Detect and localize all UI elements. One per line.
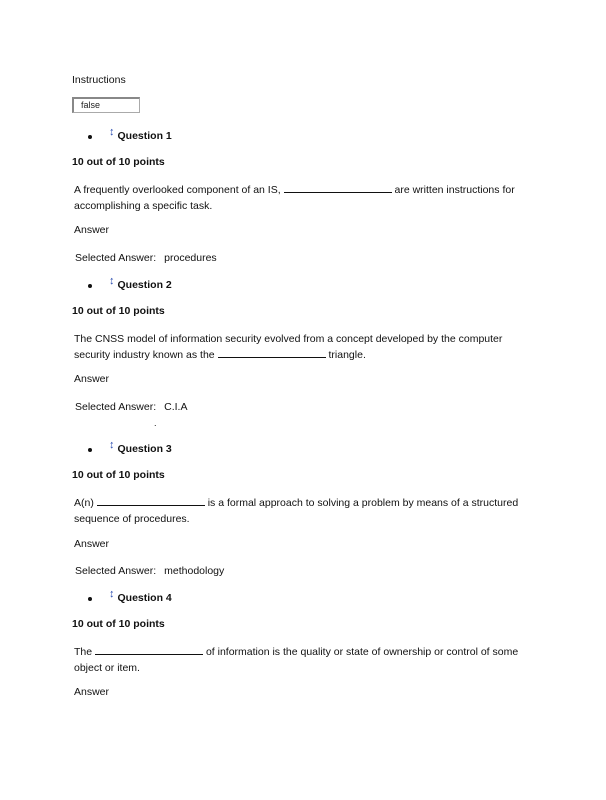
- question-text: [74, 331, 534, 363]
- bullet-icon: [88, 284, 92, 288]
- selected-answer-value: C.I.A: [164, 401, 188, 413]
- question-title: Question 3: [117, 443, 172, 455]
- up-down-arrow-icon[interactable]: ↕: [109, 275, 115, 287]
- selected-answer-label: Selected Answer:: [75, 565, 157, 577]
- answer-blank: [218, 348, 326, 358]
- question-text-before: A frequently overlooked component of an IS,: [74, 184, 281, 196]
- question-title: Question 4: [117, 592, 172, 604]
- question-title: Question 1: [117, 130, 172, 142]
- question-points: 10 out of 10 points: [72, 469, 165, 481]
- question-title: Question 2: [117, 279, 172, 291]
- selected-answer-label: Selected Answer:: [75, 401, 157, 413]
- selected-answer: [75, 565, 224, 577]
- question-points: 10 out of 10 points: [72, 618, 165, 630]
- selected-answer-label: Selected Answer:: [75, 252, 157, 264]
- bullet-icon: [88, 448, 92, 452]
- answer-blank: [97, 496, 205, 506]
- question-4-header[interactable]: [88, 588, 172, 604]
- question-text: [74, 495, 534, 527]
- bullet-icon: [88, 135, 92, 139]
- question-text-before: A(n): [74, 497, 94, 509]
- selected-answer-value: procedures: [164, 252, 217, 264]
- question-text: [74, 644, 534, 676]
- question-3-header[interactable]: [88, 439, 172, 455]
- question-text-after: triangle.: [328, 349, 366, 361]
- answer-label: Answer: [74, 686, 110, 698]
- question-text-after: of information is the quality or state of ownership or control of some object or item.: [74, 646, 519, 674]
- question-1-header[interactable]: [88, 126, 172, 142]
- up-down-arrow-icon[interactable]: ↕: [109, 439, 115, 451]
- question-text-before: The: [74, 646, 93, 658]
- bullet-icon: [88, 597, 92, 601]
- selected-answer-value: methodology: [164, 565, 225, 577]
- question-text-after: is a formal approach to solving a problem by means of a structured sequence of procedures.: [74, 497, 519, 525]
- question-points: 10 out of 10 points: [72, 305, 165, 317]
- up-down-arrow-icon[interactable]: ↕: [109, 126, 115, 138]
- selected-answer: [75, 252, 217, 264]
- answer-label: Answer: [74, 373, 110, 385]
- question-text-before: The CNSS model of information security evolved from a concept developed by the computer security industry known as the: [74, 333, 503, 361]
- selected-answer: [75, 401, 187, 413]
- answer-label: Answer: [74, 224, 110, 236]
- question-text-after: are written instructions for accomplishing a specific task.: [74, 184, 515, 212]
- stray-mark: .: [154, 418, 157, 428]
- answer-label: Answer: [74, 538, 110, 550]
- up-down-arrow-icon[interactable]: ↕: [109, 588, 115, 600]
- false-field[interactable]: false: [72, 97, 140, 113]
- instructions-label: Instructions: [72, 74, 126, 86]
- question-text: [74, 182, 534, 214]
- answer-blank: [95, 645, 203, 655]
- answer-blank: [284, 183, 392, 193]
- question-2-header[interactable]: [88, 275, 172, 291]
- question-points: 10 out of 10 points: [72, 156, 165, 168]
